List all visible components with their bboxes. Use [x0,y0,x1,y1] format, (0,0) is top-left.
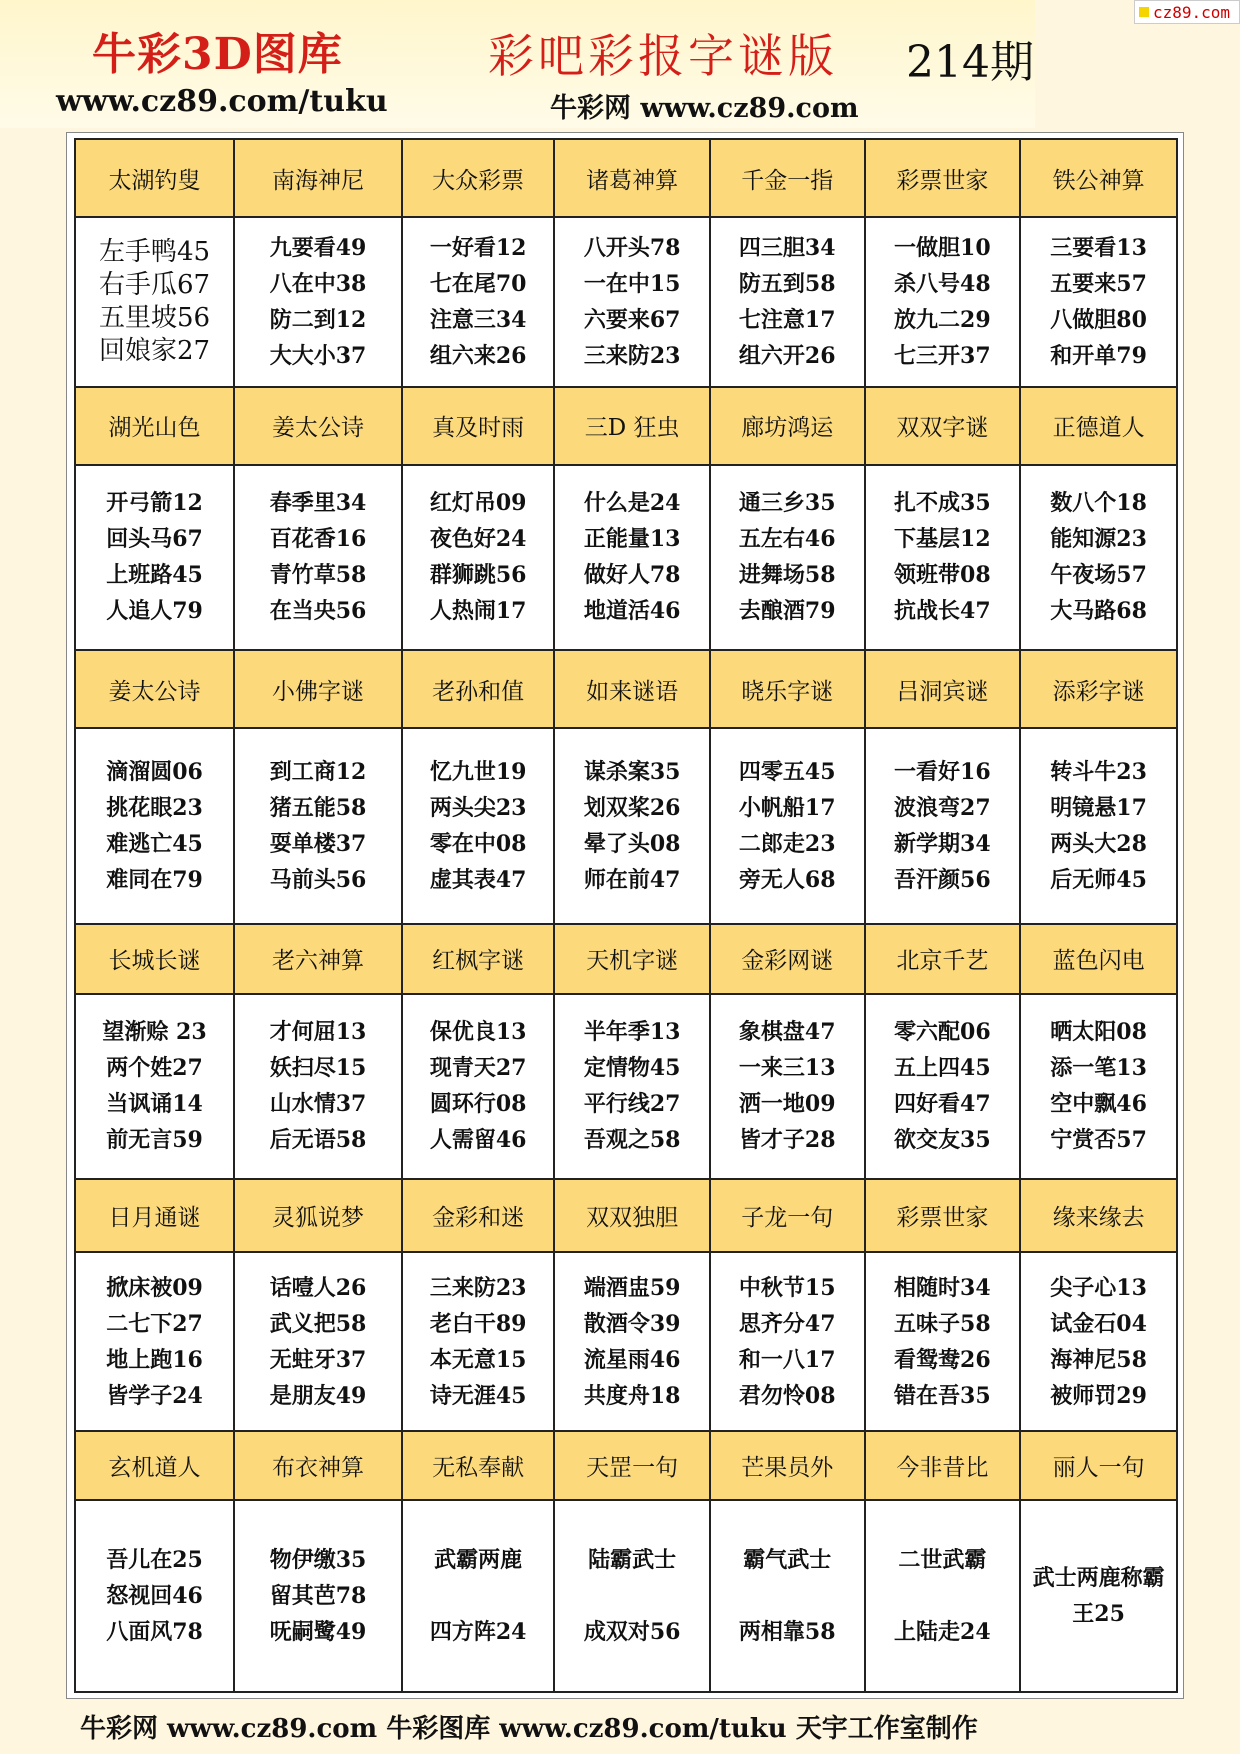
riddle-line: 五要来57 [1050,270,1147,297]
riddle-line: 四好看47 [894,1091,991,1118]
riddle-line: 海神尼58 [1050,1346,1147,1373]
riddle-line: 三来防23 [583,342,681,369]
riddle-line: 左手鸭45 [98,236,211,267]
riddle-line: 中秋节15 [738,1274,836,1301]
riddle-line: 吾儿在25 [106,1547,203,1573]
riddle-line: 洒一地09 [738,1091,836,1118]
riddle-line: 霸气武士 [743,1547,832,1573]
riddle-line: 怒视回46 [106,1583,203,1609]
riddle-line: 当讽诵14 [106,1091,203,1118]
riddle-line: 五上四45 [894,1055,991,1082]
riddle-line: 地上跑16 [106,1346,203,1373]
riddle-line: 定情物45 [583,1055,681,1082]
riddle-line: 添一笔13 [1050,1055,1147,1082]
riddle-line: 晕了头08 [583,831,681,858]
riddle-cell [1020,1500,1177,1692]
riddle-cell [75,1252,234,1431]
riddle-cell [234,728,402,924]
riddle-line: 本无意15 [429,1346,527,1373]
riddle-line: 百花香16 [269,526,367,553]
brand-title: 牛彩3D图库 [92,29,343,80]
riddle-line: 难逃亡45 [106,831,203,858]
riddle-line: 组六来26 [429,342,527,369]
riddle-line: 掀床被09 [106,1274,203,1301]
riddle-line: 武义把58 [269,1310,367,1337]
column-header: 今非昔比 [865,1431,1021,1500]
riddle-line: 防二到12 [269,306,367,333]
riddle-line: 虚其表47 [429,867,527,894]
riddle-line: 一在中15 [583,270,681,297]
column-header: 蓝色闪电 [1020,924,1177,993]
riddle-line: 夜色好24 [429,526,527,553]
riddle-line: 旁无人68 [738,867,836,894]
riddle-line: 波浪弯27 [894,795,991,822]
riddle-line: 呒嗣鹭49 [269,1619,367,1645]
riddle-line: 武霸两鹿 [434,1547,523,1573]
riddle-line: 四零五45 [738,759,836,786]
column-header: 姜太公诗 [234,387,402,465]
riddle-line: 三要看13 [1050,234,1147,261]
riddle-line: 八开头78 [583,234,681,261]
brand-url: www.cz89.com/tuku [56,84,388,119]
riddle-line: 话噎人26 [269,1274,367,1301]
riddle-cell [554,728,710,924]
column-header: 子龙一句 [710,1179,865,1253]
riddle-cell [402,217,554,387]
column-header: 丽人一句 [1020,1431,1177,1500]
riddle-line: 五味子58 [894,1310,991,1337]
riddle-line: 八面风78 [106,1619,203,1645]
riddle-line: 群狮跳56 [429,562,527,589]
riddle-line: 放九二29 [894,306,991,333]
riddle-line: 和开单79 [1050,342,1147,369]
riddle-line: 王25 [1072,1601,1125,1627]
riddle-line: 是朋友49 [269,1382,367,1409]
riddle-line: 老白干89 [429,1310,527,1337]
footer-line: 牛彩网 www.cz89.com 牛彩图库 www.cz89.com/tuku 天宇工作室制作 [80,1714,978,1744]
riddle-line: 欲交友35 [894,1127,991,1154]
riddle-line: 六要来67 [583,306,681,333]
riddle-line: 成双对56 [583,1619,681,1645]
corner-badge[interactable] [1134,0,1240,24]
riddle-line: 和一八17 [738,1346,836,1373]
riddle-line: 错在吾35 [894,1382,991,1409]
site-line: 牛彩网 www.cz89.com [550,93,859,124]
riddle-cell [865,217,1021,387]
riddle-line: 被师罚29 [1050,1382,1147,1409]
riddle-cell [402,994,554,1179]
riddle-line: 做好人78 [583,562,681,589]
column-header: 长城长谜 [75,924,234,993]
content-row [75,465,1177,650]
column-header: 如来谜语 [554,650,710,728]
header-row [75,650,1177,728]
column-header: 缘来缘去 [1020,1179,1177,1253]
column-header: 红枫字谜 [402,924,554,993]
riddle-line: 试金石04 [1050,1310,1147,1337]
riddle-line: 组六开26 [738,342,836,369]
riddle-line: 青竹草58 [269,562,367,589]
header-row [75,1179,1177,1253]
riddle-line: 四三胆34 [738,234,836,261]
riddle-line [711,1578,864,1614]
riddle-line: 数八个18 [1050,490,1147,517]
column-header: 金彩网谜 [710,924,865,993]
edition-title: 彩吧彩报字谜版 [488,29,838,83]
riddle-line: 什么是24 [583,490,681,517]
riddle-cell [75,465,234,650]
riddle-line: 下基层12 [894,526,991,553]
header-row [75,139,1177,217]
riddle-line: 去酿酒79 [738,598,836,625]
riddle-line: 二郎走23 [738,831,836,858]
riddle-cell [234,465,402,650]
riddle-line: 领班带08 [894,562,991,589]
riddle-line: 武士两鹿称霸 [1032,1565,1165,1591]
riddle-cell [402,1252,554,1431]
riddle-line: 大大小37 [269,342,367,369]
riddle-cell [710,994,865,1179]
riddle-cell [234,217,402,387]
column-header: 金彩和迷 [402,1179,554,1253]
riddle-line: 到工商12 [269,759,367,786]
riddle-cell [554,465,710,650]
riddle-line: 看鸳鸯26 [894,1346,991,1373]
column-header: 天罡一句 [554,1431,710,1500]
riddle-cell [710,1500,865,1692]
riddle-line: 扎不成35 [894,490,991,517]
riddle-cell [1020,728,1177,924]
riddle-line: 七在尾70 [429,270,527,297]
riddle-line: 一看好16 [894,759,991,786]
content-row [75,1252,1177,1431]
header-row [75,1431,1177,1500]
riddle-line: 午夜场57 [1050,562,1147,589]
riddle-line: 两个姓27 [106,1055,203,1082]
riddle-line: 抗战长47 [894,598,991,625]
riddle-line: 两相靠58 [738,1619,836,1645]
riddle-line: 回娘家27 [98,335,211,366]
riddle-line: 谋杀案35 [583,759,681,786]
riddle-cell [710,728,865,924]
riddle-line: 人需留46 [429,1127,527,1154]
riddle-line: 无蛀牙37 [269,1346,367,1373]
content-row [75,728,1177,924]
riddle-line: 两头尖23 [429,795,527,822]
riddle-line: 二七下27 [106,1310,203,1337]
riddle-cell [710,465,865,650]
column-header: 芒果员外 [710,1431,865,1500]
riddle-line: 九要看49 [269,234,367,261]
riddle-line: 两头大28 [1050,831,1147,858]
riddle-line: 零六配06 [894,1019,991,1046]
riddle-line: 右手瓜67 [98,269,211,300]
riddle-cell [1020,465,1177,650]
riddle-line: 四方阵24 [429,1619,527,1645]
column-header: 真及时雨 [402,387,554,465]
riddle-cell [234,994,402,1179]
riddle-cell [234,1500,402,1692]
riddle-line: 思齐分47 [738,1310,836,1337]
riddle-line: 回头马67 [106,526,203,553]
riddle-line: 才何屈13 [269,1019,367,1046]
column-header: 无私奉献 [402,1431,554,1500]
riddle-line: 大马路68 [1050,598,1147,625]
column-header: 北京千艺 [865,924,1021,993]
riddle-line: 流星雨46 [583,1346,681,1373]
column-header: 彩票世家 [865,139,1021,217]
riddle-line: 难同在79 [106,867,203,894]
riddle-line: 明镜悬17 [1050,795,1147,822]
riddle-line: 上班路45 [106,562,203,589]
column-header: 大众彩票 [402,139,554,217]
column-header: 灵狐说梦 [234,1179,402,1253]
column-header: 廊坊鸿运 [710,387,865,465]
riddle-line: 晒太阳08 [1050,1019,1147,1046]
riddle-line: 前无言59 [106,1127,203,1154]
riddle-line: 尖子心13 [1050,1274,1147,1301]
riddle-cell [75,217,234,387]
riddle-grid [74,138,1178,1693]
riddle-cell [554,217,710,387]
riddle-cell [710,1252,865,1431]
riddle-line: 人热闹17 [429,598,527,625]
riddle-line: 君勿怜08 [738,1382,836,1409]
riddle-cell [402,728,554,924]
riddle-line: 八做胆80 [1050,306,1147,333]
riddle-line: 散酒令39 [583,1310,681,1337]
riddle-line: 上陆走24 [894,1619,991,1645]
header-row [75,924,1177,993]
riddle-line: 防五到58 [738,270,836,297]
riddle-line: 诗无涯45 [429,1382,527,1409]
riddle-line: 山水情37 [269,1091,367,1118]
column-header: 湖光山色 [75,387,234,465]
riddle-cell [402,1500,554,1692]
riddle-line: 猪五能58 [269,795,367,822]
content-row [75,1500,1177,1692]
riddle-line: 后无语58 [269,1127,367,1154]
riddle-line: 空中飘46 [1050,1091,1147,1118]
riddle-cell [554,994,710,1179]
riddle-cell [554,1500,710,1692]
riddle-line: 宁赏否57 [1050,1127,1147,1154]
riddle-line: 一做胆10 [894,234,991,261]
riddle-line: 在当央56 [269,598,367,625]
riddle-line: 进舞场58 [738,562,836,589]
riddle-line: 陆霸武士 [588,1547,677,1573]
riddle-line: 小帆船17 [738,795,836,822]
column-header: 添彩字谜 [1020,650,1177,728]
riddle-line: 半年季13 [583,1019,681,1046]
riddle-cell [865,994,1021,1179]
riddle-cell [865,465,1021,650]
riddle-cell [234,1252,402,1431]
riddle-line: 注意三34 [429,306,527,333]
column-header: 南海神尼 [234,139,402,217]
column-header: 诸葛神算 [554,139,710,217]
column-header: 吕洞宾谜 [865,650,1021,728]
riddle-cell [1020,1252,1177,1431]
riddle-line: 开弓箭12 [106,490,203,517]
riddle-line: 地道活46 [583,598,681,625]
column-header: 双双独胆 [554,1179,710,1253]
riddle-line: 七三开37 [894,342,991,369]
riddle-line: 象棋盘47 [738,1019,836,1046]
riddle-line: 一来三13 [738,1055,836,1082]
riddle-line: 望渐赊 23 [102,1019,207,1046]
column-header: 彩票世家 [865,1179,1021,1253]
riddle-line: 共度舟18 [583,1382,681,1409]
corner-badge-text: cz89.com [1153,2,1231,22]
yellow-square-icon [1139,7,1149,17]
riddle-line: 马前头56 [269,867,367,894]
content-row [75,994,1177,1179]
riddle-cell [402,465,554,650]
riddle-line: 八在中38 [269,270,367,297]
riddle-line: 挑花眼23 [106,795,203,822]
column-header: 玄机道人 [75,1431,234,1500]
riddle-line: 杀八号48 [894,270,991,297]
riddle-line [866,1578,1020,1614]
riddle-line: 新学期34 [894,831,991,858]
column-header: 双双字谜 [865,387,1021,465]
riddle-line: 现青天27 [429,1055,527,1082]
riddle-line: 人追人79 [106,598,203,625]
riddle-line: 正能量13 [583,526,681,553]
column-header: 正德道人 [1020,387,1177,465]
riddle-cell [710,217,865,387]
riddle-line: 零在中08 [429,831,527,858]
riddle-line: 转斗牛23 [1050,759,1147,786]
riddle-cell [1020,217,1177,387]
riddle-cell [865,728,1021,924]
column-header: 老孙和值 [402,650,554,728]
riddle-cell [75,1500,234,1692]
riddle-line: 耍单楼37 [269,831,367,858]
content-row [75,217,1177,387]
riddle-line: 三来防23 [429,1274,527,1301]
riddle-line: 物伊缴35 [269,1547,367,1573]
column-header: 铁公神算 [1020,139,1177,217]
issue-number: 214期 [906,37,1034,88]
column-header: 日月通谜 [75,1179,234,1253]
riddle-line: 七注意17 [738,306,836,333]
riddle-line: 皆学子24 [106,1382,203,1409]
riddle-line: 红灯吊09 [429,490,527,517]
riddle-line: 后无师45 [1050,867,1147,894]
riddle-line: 妖扫尽15 [269,1055,367,1082]
riddle-cell [865,1252,1021,1431]
column-header: 老六神算 [234,924,402,993]
riddle-cell [554,1252,710,1431]
riddle-line: 滴溜圆06 [106,759,203,786]
header-row [75,387,1177,465]
riddle-cell [75,728,234,924]
riddle-line: 一好看12 [429,234,527,261]
riddle-cell [75,994,234,1179]
riddle-line: 划双桨26 [583,795,681,822]
riddle-line: 师在前47 [583,867,681,894]
riddle-cell [1020,994,1177,1179]
riddle-line: 圆环行08 [429,1091,527,1118]
column-header: 三D 狂虫 [554,387,710,465]
column-header: 晓乐字谜 [710,650,865,728]
column-header: 布衣神算 [234,1431,402,1500]
riddle-line: 春季里34 [269,490,367,517]
column-header: 太湖钓叟 [75,139,234,217]
riddle-line: 通三乡35 [738,490,836,517]
riddle-line: 吾观之58 [583,1127,681,1154]
riddle-line: 留其芭78 [269,1583,367,1609]
riddle-line: 能知源23 [1050,526,1147,553]
riddle-line: 忆九世19 [429,759,527,786]
riddle-line: 二世武霸 [898,1547,987,1573]
riddle-line: 吾汗颜56 [894,867,991,894]
riddle-line [555,1578,709,1614]
riddle-line: 保优良13 [429,1019,527,1046]
riddle-line [403,1578,553,1614]
riddle-line: 皆才子28 [738,1127,836,1154]
column-header: 姜太公诗 [75,650,234,728]
riddle-line: 五里坡56 [98,302,211,333]
riddle-line: 端酒盅59 [583,1274,681,1301]
column-header: 天机字谜 [554,924,710,993]
column-header: 千金一指 [710,139,865,217]
riddle-line: 相随时34 [894,1274,991,1301]
column-header: 小佛字谜 [234,650,402,728]
riddle-line: 五左右46 [738,526,836,553]
riddle-line: 平行线27 [583,1091,681,1118]
riddle-cell [865,1500,1021,1692]
